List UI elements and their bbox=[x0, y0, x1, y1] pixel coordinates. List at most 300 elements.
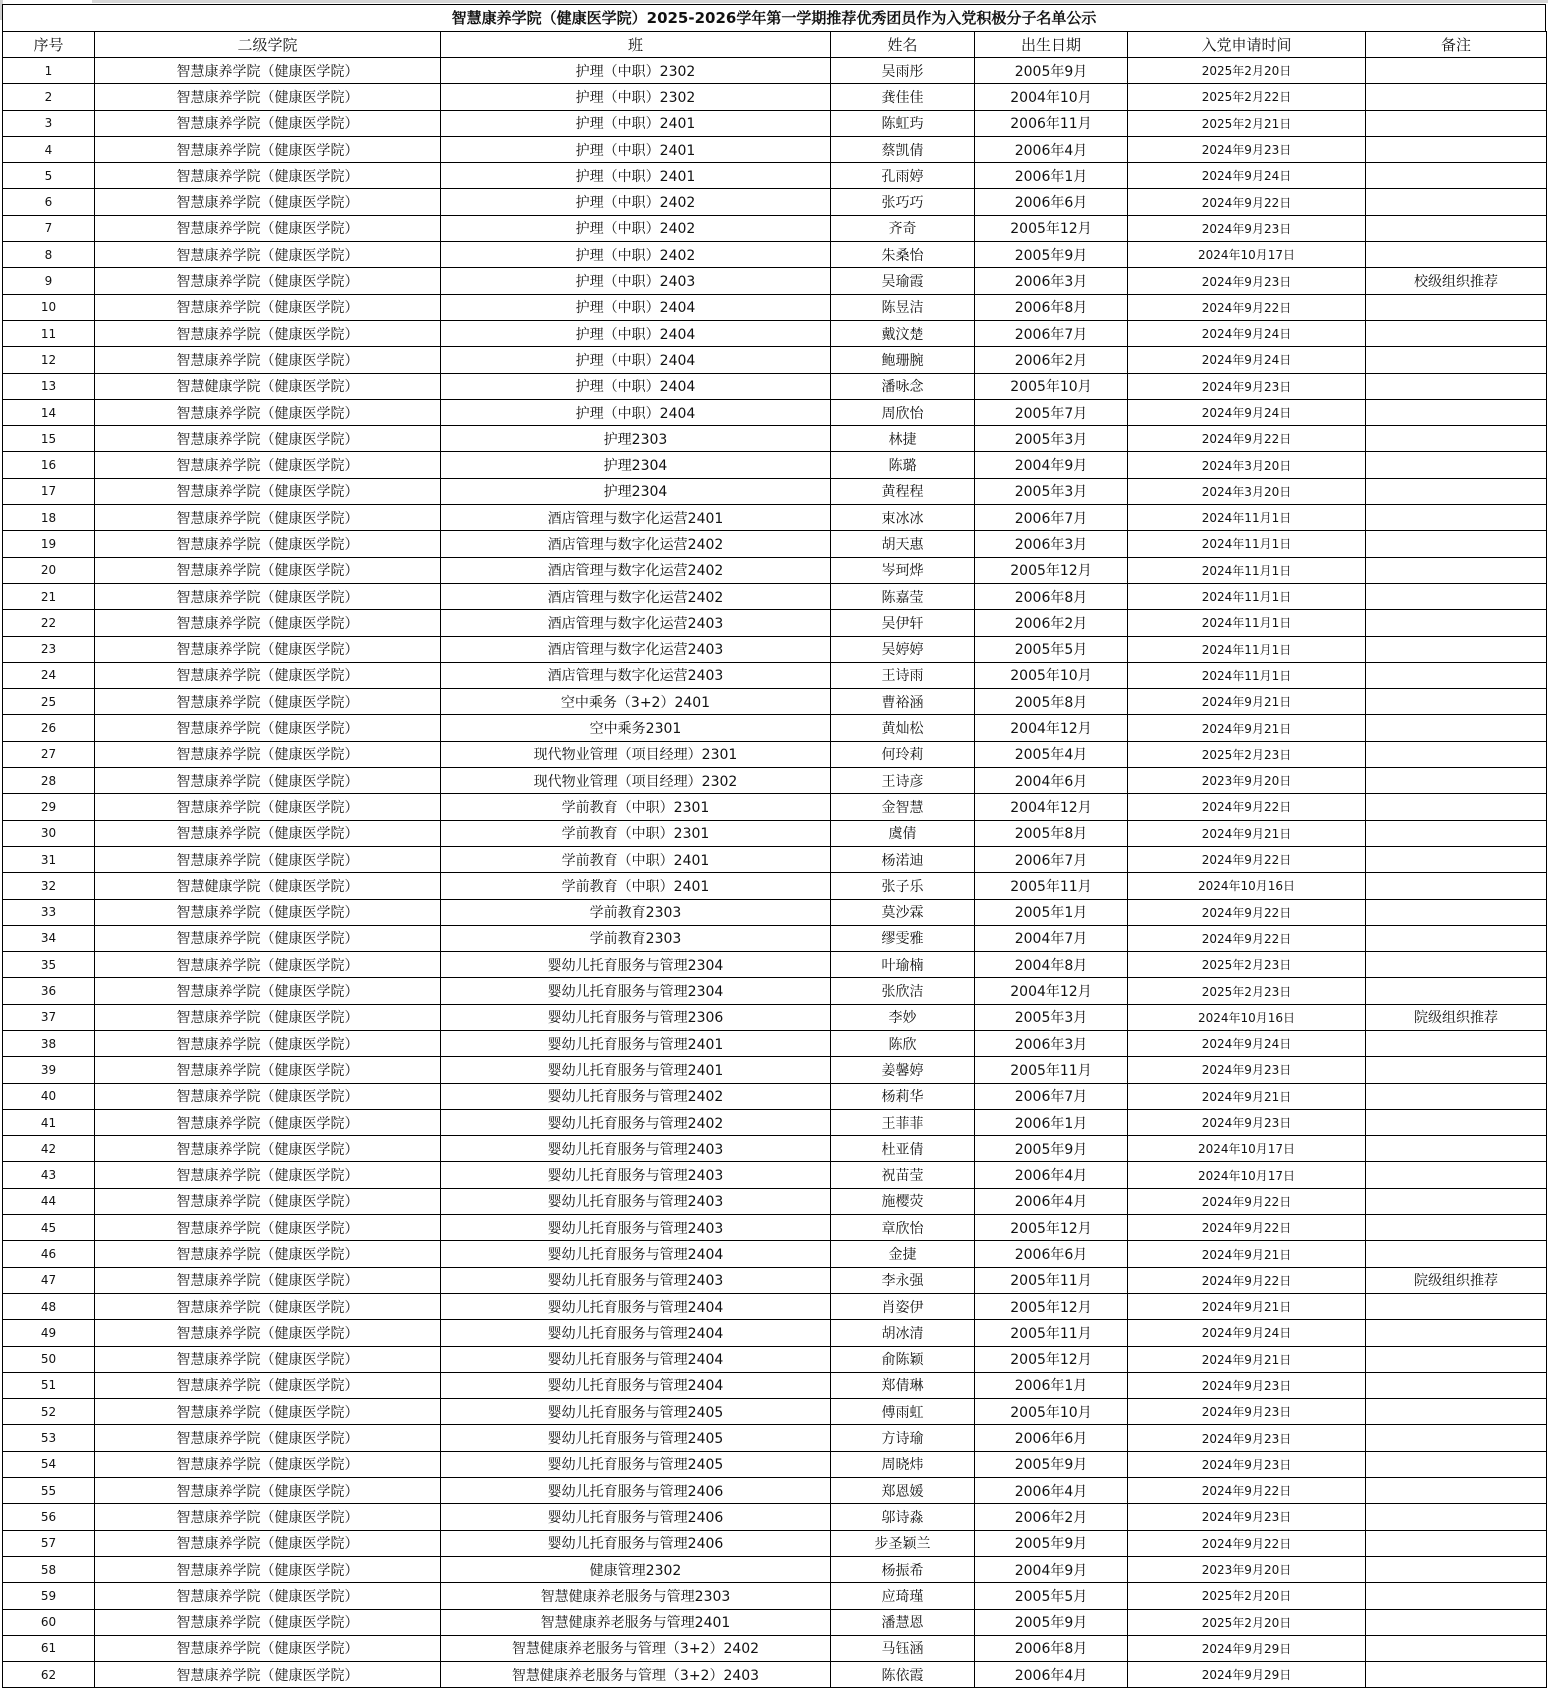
cell-college: 智慧康养学院（健康医学院） bbox=[95, 820, 441, 846]
cell-remark bbox=[1366, 1162, 1547, 1188]
header-name: 姓名 bbox=[831, 32, 975, 58]
cell-apply-date: 2024年9月21日 bbox=[1128, 1241, 1366, 1267]
cell-college: 智慧康养学院（健康医学院） bbox=[95, 1293, 441, 1319]
cell-apply-date: 2024年9月22日 bbox=[1128, 794, 1366, 820]
cell-name: 步圣颖兰 bbox=[831, 1530, 975, 1556]
cell-remark bbox=[1366, 978, 1547, 1004]
cell-remark bbox=[1366, 478, 1547, 504]
cell-seq: 27 bbox=[3, 741, 95, 767]
cell-remark bbox=[1366, 662, 1547, 688]
cell-college: 智慧康养学院（健康医学院） bbox=[95, 426, 441, 452]
cell-apply-date: 2024年9月23日 bbox=[1128, 1372, 1366, 1398]
cell-class: 酒店管理与数字化运营2402 bbox=[441, 557, 831, 583]
cell-name: 郑倩琳 bbox=[831, 1372, 975, 1398]
cell-class: 婴幼儿托育服务与管理2404 bbox=[441, 1372, 831, 1398]
table-row bbox=[3, 873, 1547, 899]
cell-apply-date: 2024年9月22日 bbox=[1128, 1530, 1366, 1556]
cell-birth: 2006年4月 bbox=[975, 1188, 1128, 1214]
cell-seq: 39 bbox=[3, 1057, 95, 1083]
cell-name: 张子乐 bbox=[831, 873, 975, 899]
cell-college: 智慧康养学院（健康医学院） bbox=[95, 1083, 441, 1109]
cell-remark bbox=[1366, 531, 1547, 557]
cell-name: 何玲莉 bbox=[831, 741, 975, 767]
cell-college: 智慧康养学院（健康医学院） bbox=[95, 399, 441, 425]
table-row bbox=[3, 1057, 1547, 1083]
cell-seq: 28 bbox=[3, 768, 95, 794]
cell-remark bbox=[1366, 557, 1547, 583]
cell-apply-date: 2024年9月22日 bbox=[1128, 899, 1366, 925]
cell-birth: 2006年3月 bbox=[975, 268, 1128, 294]
cell-college: 智慧康养学院（健康医学院） bbox=[95, 1662, 441, 1688]
cell-birth: 2006年2月 bbox=[975, 1504, 1128, 1530]
table-row bbox=[3, 110, 1547, 136]
table-row bbox=[3, 820, 1547, 846]
cell-name: 祝苗莹 bbox=[831, 1162, 975, 1188]
table-row bbox=[3, 978, 1547, 1004]
cell-class: 智慧健康养老服务与管理2401 bbox=[441, 1609, 831, 1635]
cell-seq: 61 bbox=[3, 1635, 95, 1661]
cell-name: 吴雨彤 bbox=[831, 58, 975, 84]
cell-name: 曹裕涵 bbox=[831, 689, 975, 715]
cell-seq: 20 bbox=[3, 557, 95, 583]
cell-class: 护理（中职）2402 bbox=[441, 189, 831, 215]
cell-college: 智慧康养学院（健康医学院） bbox=[95, 715, 441, 741]
header-row bbox=[3, 32, 1547, 58]
cell-apply-date: 2024年9月23日 bbox=[1128, 268, 1366, 294]
cell-name: 杨振希 bbox=[831, 1556, 975, 1582]
cell-seq: 56 bbox=[3, 1504, 95, 1530]
cell-name: 杨莉华 bbox=[831, 1083, 975, 1109]
cell-college: 智慧康养学院（健康医学院） bbox=[95, 899, 441, 925]
cell-college: 智慧康养学院（健康医学院） bbox=[95, 1162, 441, 1188]
cell-remark bbox=[1366, 1530, 1547, 1556]
cell-birth: 2005年12月 bbox=[975, 1215, 1128, 1241]
cell-apply-date: 2024年10月17日 bbox=[1128, 242, 1366, 268]
cell-name: 孔雨婷 bbox=[831, 163, 975, 189]
cell-apply-date: 2024年9月23日 bbox=[1128, 1399, 1366, 1425]
cell-name: 王菲菲 bbox=[831, 1109, 975, 1135]
cell-seq: 58 bbox=[3, 1556, 95, 1582]
cell-class: 学前教育（中职）2301 bbox=[441, 820, 831, 846]
table-row bbox=[3, 505, 1547, 531]
cell-birth: 2006年7月 bbox=[975, 320, 1128, 346]
cell-birth: 2006年7月 bbox=[975, 505, 1128, 531]
cell-college: 智慧康养学院（健康医学院） bbox=[95, 1372, 441, 1398]
cell-apply-date: 2024年9月29日 bbox=[1128, 1635, 1366, 1661]
cell-remark bbox=[1366, 215, 1547, 241]
cell-seq: 46 bbox=[3, 1241, 95, 1267]
table-row bbox=[3, 846, 1547, 872]
cell-seq: 2 bbox=[3, 84, 95, 110]
table-row bbox=[3, 215, 1547, 241]
cell-college: 智慧康养学院（健康医学院） bbox=[95, 1583, 441, 1609]
cell-birth: 2006年6月 bbox=[975, 189, 1128, 215]
cell-birth: 2005年9月 bbox=[975, 1609, 1128, 1635]
cell-college: 智慧康养学院（健康医学院） bbox=[95, 268, 441, 294]
table-row bbox=[3, 1635, 1547, 1661]
cell-birth: 2004年7月 bbox=[975, 925, 1128, 951]
cell-seq: 19 bbox=[3, 531, 95, 557]
cell-college: 智慧康养学院（健康医学院） bbox=[95, 1215, 441, 1241]
cell-remark: 院级组织推荐 bbox=[1366, 1004, 1547, 1030]
cell-remark bbox=[1366, 58, 1547, 84]
cell-class: 护理（中职）2302 bbox=[441, 58, 831, 84]
cell-college: 智慧康养学院（健康医学院） bbox=[95, 1136, 441, 1162]
cell-birth: 2005年12月 bbox=[975, 1293, 1128, 1319]
cell-class: 护理（中职）2403 bbox=[441, 268, 831, 294]
cell-seq: 13 bbox=[3, 373, 95, 399]
cell-apply-date: 2025年2月23日 bbox=[1128, 952, 1366, 978]
cell-name: 杜亚倩 bbox=[831, 1136, 975, 1162]
cell-remark bbox=[1366, 925, 1547, 951]
table-row bbox=[3, 294, 1547, 320]
cell-class: 婴幼儿托育服务与管理2403 bbox=[441, 1188, 831, 1214]
cell-class: 护理2303 bbox=[441, 426, 831, 452]
cell-college: 智慧康养学院（健康医学院） bbox=[95, 478, 441, 504]
cell-birth: 2004年8月 bbox=[975, 952, 1128, 978]
cell-birth: 2004年12月 bbox=[975, 794, 1128, 820]
cell-name: 虞倩 bbox=[831, 820, 975, 846]
cell-apply-date: 2024年11月1日 bbox=[1128, 531, 1366, 557]
header-remark: 备注 bbox=[1366, 32, 1547, 58]
cell-remark bbox=[1366, 1346, 1547, 1372]
cell-remark bbox=[1366, 1320, 1547, 1346]
cell-apply-date: 2024年9月22日 bbox=[1128, 426, 1366, 452]
cell-birth: 2005年10月 bbox=[975, 1399, 1128, 1425]
cell-apply-date: 2025年2月20日 bbox=[1128, 1583, 1366, 1609]
cell-college: 智慧康养学院（健康医学院） bbox=[95, 925, 441, 951]
table-row bbox=[3, 1188, 1547, 1214]
cell-seq: 1 bbox=[3, 58, 95, 84]
cell-college: 智慧康养学院（健康医学院） bbox=[95, 242, 441, 268]
cell-class: 酒店管理与数字化运营2402 bbox=[441, 531, 831, 557]
table-row bbox=[3, 189, 1547, 215]
cell-remark bbox=[1366, 1478, 1547, 1504]
cell-remark bbox=[1366, 320, 1547, 346]
cell-seq: 25 bbox=[3, 689, 95, 715]
cell-seq: 3 bbox=[3, 110, 95, 136]
cell-remark bbox=[1366, 1609, 1547, 1635]
cell-class: 护理2304 bbox=[441, 478, 831, 504]
cell-birth: 2006年2月 bbox=[975, 347, 1128, 373]
cell-college: 智慧康养学院（健康医学院） bbox=[95, 84, 441, 110]
cell-birth: 2005年3月 bbox=[975, 1004, 1128, 1030]
cell-remark bbox=[1366, 1215, 1547, 1241]
cell-college: 智慧康养学院（健康医学院） bbox=[95, 768, 441, 794]
cell-apply-date: 2025年2月23日 bbox=[1128, 978, 1366, 1004]
cell-college: 智慧康养学院（健康医学院） bbox=[95, 1109, 441, 1135]
cell-class: 婴幼儿托育服务与管理2403 bbox=[441, 1162, 831, 1188]
cell-name: 叶瑜楠 bbox=[831, 952, 975, 978]
cell-class: 学前教育（中职）2301 bbox=[441, 794, 831, 820]
cell-college: 智慧康养学院（健康医学院） bbox=[95, 1030, 441, 1056]
cell-remark bbox=[1366, 873, 1547, 899]
table-row bbox=[3, 1293, 1547, 1319]
cell-seq: 21 bbox=[3, 583, 95, 609]
cell-remark: 校级组织推荐 bbox=[1366, 268, 1547, 294]
cell-remark bbox=[1366, 1556, 1547, 1582]
table-row bbox=[3, 1425, 1547, 1451]
table-row bbox=[3, 1372, 1547, 1398]
cell-class: 护理（中职）2402 bbox=[441, 215, 831, 241]
cell-seq: 38 bbox=[3, 1030, 95, 1056]
cell-college: 智慧康养学院（健康医学院） bbox=[95, 952, 441, 978]
cell-class: 婴幼儿托育服务与管理2406 bbox=[441, 1478, 831, 1504]
cell-name: 俞陈颖 bbox=[831, 1346, 975, 1372]
cell-class: 酒店管理与数字化运营2403 bbox=[441, 610, 831, 636]
table-row bbox=[3, 426, 1547, 452]
table-row bbox=[3, 1583, 1547, 1609]
cell-apply-date: 2024年9月24日 bbox=[1128, 320, 1366, 346]
cell-apply-date: 2025年2月21日 bbox=[1128, 110, 1366, 136]
table-row bbox=[3, 268, 1547, 294]
cell-college: 智慧康养学院（健康医学院） bbox=[95, 689, 441, 715]
cell-college: 智慧康养学院（健康医学院） bbox=[95, 1530, 441, 1556]
cell-college: 智慧康养学院（健康医学院） bbox=[95, 1188, 441, 1214]
table-row bbox=[3, 1136, 1547, 1162]
cell-remark bbox=[1366, 820, 1547, 846]
cell-name: 龚佳佳 bbox=[831, 84, 975, 110]
cell-birth: 2004年6月 bbox=[975, 768, 1128, 794]
cell-seq: 17 bbox=[3, 478, 95, 504]
cell-name: 吴伊轩 bbox=[831, 610, 975, 636]
cell-class: 现代物业管理（项目经理）2301 bbox=[441, 741, 831, 767]
cell-college: 智慧康养学院（健康医学院） bbox=[95, 136, 441, 162]
cell-birth: 2005年11月 bbox=[975, 1320, 1128, 1346]
cell-college: 智慧康养学院（健康医学院） bbox=[95, 215, 441, 241]
table-body bbox=[3, 58, 1547, 1688]
cell-name: 胡冰清 bbox=[831, 1320, 975, 1346]
cell-birth: 2004年9月 bbox=[975, 1556, 1128, 1582]
cell-class: 婴幼儿托育服务与管理2402 bbox=[441, 1109, 831, 1135]
cell-name: 金捷 bbox=[831, 1241, 975, 1267]
cell-birth: 2006年3月 bbox=[975, 531, 1128, 557]
cell-name: 戴汶楚 bbox=[831, 320, 975, 346]
cell-college: 智慧康养学院（健康医学院） bbox=[95, 294, 441, 320]
cell-seq: 24 bbox=[3, 662, 95, 688]
cell-remark bbox=[1366, 610, 1547, 636]
table-row bbox=[3, 452, 1547, 478]
cell-remark bbox=[1366, 794, 1547, 820]
cell-remark bbox=[1366, 136, 1547, 162]
table-row bbox=[3, 1083, 1547, 1109]
cell-class: 护理（中职）2402 bbox=[441, 242, 831, 268]
cell-college: 智慧康养学院（健康医学院） bbox=[95, 505, 441, 531]
cell-seq: 36 bbox=[3, 978, 95, 1004]
cell-seq: 45 bbox=[3, 1215, 95, 1241]
cell-seq: 4 bbox=[3, 136, 95, 162]
cell-class: 婴幼儿托育服务与管理2403 bbox=[441, 1215, 831, 1241]
cell-birth: 2005年9月 bbox=[975, 1451, 1128, 1477]
cell-apply-date: 2024年9月23日 bbox=[1128, 1425, 1366, 1451]
cell-name: 张欣洁 bbox=[831, 978, 975, 1004]
cell-apply-date: 2024年9月24日 bbox=[1128, 1320, 1366, 1346]
cell-apply-date: 2024年11月1日 bbox=[1128, 610, 1366, 636]
cell-birth: 2006年1月 bbox=[975, 163, 1128, 189]
cell-class: 护理（中职）2404 bbox=[441, 399, 831, 425]
cell-seq: 5 bbox=[3, 163, 95, 189]
cell-class: 婴幼儿托育服务与管理2405 bbox=[441, 1425, 831, 1451]
cell-apply-date: 2024年11月1日 bbox=[1128, 505, 1366, 531]
cell-college: 智慧康养学院（健康医学院） bbox=[95, 794, 441, 820]
cell-college: 智慧健康学院（健康医学院） bbox=[95, 873, 441, 899]
cell-remark bbox=[1366, 1425, 1547, 1451]
cell-birth: 2006年11月 bbox=[975, 110, 1128, 136]
table-row bbox=[3, 794, 1547, 820]
cell-remark bbox=[1366, 689, 1547, 715]
cell-remark bbox=[1366, 189, 1547, 215]
cell-name: 邬诗淼 bbox=[831, 1504, 975, 1530]
cell-college: 智慧健康学院（健康医学院） bbox=[95, 373, 441, 399]
cell-apply-date: 2024年10月16日 bbox=[1128, 1004, 1366, 1030]
cell-college: 智慧康养学院（健康医学院） bbox=[95, 1320, 441, 1346]
cell-apply-date: 2024年9月22日 bbox=[1128, 189, 1366, 215]
cell-seq: 52 bbox=[3, 1399, 95, 1425]
cell-name: 林捷 bbox=[831, 426, 975, 452]
table-row bbox=[3, 242, 1547, 268]
cell-college: 智慧康养学院（健康医学院） bbox=[95, 1504, 441, 1530]
cell-seq: 49 bbox=[3, 1320, 95, 1346]
cell-remark bbox=[1366, 1399, 1547, 1425]
cell-seq: 54 bbox=[3, 1451, 95, 1477]
cell-name: 傅雨虹 bbox=[831, 1399, 975, 1425]
cell-remark bbox=[1366, 1083, 1547, 1109]
table-row bbox=[3, 610, 1547, 636]
cell-class: 婴幼儿托育服务与管理2304 bbox=[441, 952, 831, 978]
table-row bbox=[3, 399, 1547, 425]
cell-birth: 2005年5月 bbox=[975, 636, 1128, 662]
cell-seq: 8 bbox=[3, 242, 95, 268]
cell-remark bbox=[1366, 768, 1547, 794]
cell-seq: 51 bbox=[3, 1372, 95, 1398]
cell-name: 施樱荧 bbox=[831, 1188, 975, 1214]
cell-class: 婴幼儿托育服务与管理2404 bbox=[441, 1320, 831, 1346]
table-row bbox=[3, 1162, 1547, 1188]
cell-seq: 26 bbox=[3, 715, 95, 741]
cell-remark bbox=[1366, 636, 1547, 662]
cell-remark bbox=[1366, 1109, 1547, 1135]
cell-remark bbox=[1366, 426, 1547, 452]
cell-college: 智慧康养学院（健康医学院） bbox=[95, 1609, 441, 1635]
cell-birth: 2005年11月 bbox=[975, 1267, 1128, 1293]
cell-class: 健康管理2302 bbox=[441, 1556, 831, 1582]
cell-class: 护理（中职）2404 bbox=[441, 320, 831, 346]
cell-name: 周欣怡 bbox=[831, 399, 975, 425]
table-row bbox=[3, 925, 1547, 951]
cell-birth: 2006年1月 bbox=[975, 1109, 1128, 1135]
cell-remark bbox=[1366, 1030, 1547, 1056]
cell-class: 空中乘务2301 bbox=[441, 715, 831, 741]
cell-apply-date: 2024年11月1日 bbox=[1128, 583, 1366, 609]
cell-birth: 2006年8月 bbox=[975, 583, 1128, 609]
cell-seq: 33 bbox=[3, 899, 95, 925]
cell-remark bbox=[1366, 1136, 1547, 1162]
cell-class: 婴幼儿托育服务与管理2406 bbox=[441, 1530, 831, 1556]
cell-college: 智慧康养学院（健康医学院） bbox=[95, 583, 441, 609]
cell-birth: 2005年9月 bbox=[975, 1530, 1128, 1556]
table-row bbox=[3, 1451, 1547, 1477]
cell-remark bbox=[1366, 715, 1547, 741]
cell-college: 智慧康养学院（健康医学院） bbox=[95, 347, 441, 373]
cell-name: 陈嘉莹 bbox=[831, 583, 975, 609]
cell-seq: 60 bbox=[3, 1609, 95, 1635]
cell-apply-date: 2024年9月24日 bbox=[1128, 399, 1366, 425]
cell-birth: 2006年6月 bbox=[975, 1425, 1128, 1451]
cell-birth: 2005年1月 bbox=[975, 899, 1128, 925]
cell-class: 学前教育（中职）2401 bbox=[441, 873, 831, 899]
cell-college: 智慧康养学院（健康医学院） bbox=[95, 1425, 441, 1451]
cell-remark bbox=[1366, 1635, 1547, 1661]
cell-apply-date: 2024年9月21日 bbox=[1128, 1083, 1366, 1109]
cell-class: 酒店管理与数字化运营2402 bbox=[441, 583, 831, 609]
cell-seq: 50 bbox=[3, 1346, 95, 1372]
table-row bbox=[3, 136, 1547, 162]
cell-apply-date: 2024年11月1日 bbox=[1128, 636, 1366, 662]
cell-name: 吴瑜霞 bbox=[831, 268, 975, 294]
cell-college: 智慧康养学院（健康医学院） bbox=[95, 1556, 441, 1582]
table-row bbox=[3, 636, 1547, 662]
table-row bbox=[3, 347, 1547, 373]
cell-remark bbox=[1366, 899, 1547, 925]
cell-college: 智慧康养学院（健康医学院） bbox=[95, 1057, 441, 1083]
cell-name: 胡天惠 bbox=[831, 531, 975, 557]
cell-class: 智慧健康养老服务与管理（3+2）2402 bbox=[441, 1635, 831, 1661]
cell-college: 智慧康养学院（健康医学院） bbox=[95, 1004, 441, 1030]
cell-birth: 2004年12月 bbox=[975, 978, 1128, 1004]
cell-seq: 7 bbox=[3, 215, 95, 241]
cell-seq: 35 bbox=[3, 952, 95, 978]
cell-birth: 2005年9月 bbox=[975, 242, 1128, 268]
cell-birth: 2006年7月 bbox=[975, 846, 1128, 872]
cell-birth: 2006年1月 bbox=[975, 1372, 1128, 1398]
cell-college: 智慧康养学院（健康医学院） bbox=[95, 163, 441, 189]
cell-apply-date: 2024年9月22日 bbox=[1128, 925, 1366, 951]
cell-apply-date: 2024年9月22日 bbox=[1128, 1215, 1366, 1241]
cell-apply-date: 2024年10月16日 bbox=[1128, 873, 1366, 899]
cell-class: 酒店管理与数字化运营2401 bbox=[441, 505, 831, 531]
table-row bbox=[3, 1478, 1547, 1504]
cell-apply-date: 2024年9月24日 bbox=[1128, 1030, 1366, 1056]
cell-name: 陈虹玙 bbox=[831, 110, 975, 136]
table-row bbox=[3, 715, 1547, 741]
cell-remark bbox=[1366, 846, 1547, 872]
cell-remark: 院级组织推荐 bbox=[1366, 1267, 1547, 1293]
cell-apply-date: 2024年10月17日 bbox=[1128, 1162, 1366, 1188]
cell-college: 智慧康养学院（健康医学院） bbox=[95, 531, 441, 557]
table-row bbox=[3, 1267, 1547, 1293]
cell-remark bbox=[1366, 1504, 1547, 1530]
cell-remark bbox=[1366, 399, 1547, 425]
cell-college: 智慧康养学院（健康医学院） bbox=[95, 189, 441, 215]
cell-college: 智慧康养学院（健康医学院） bbox=[95, 110, 441, 136]
cell-class: 婴幼儿托育服务与管理2306 bbox=[441, 1004, 831, 1030]
table-row bbox=[3, 768, 1547, 794]
table-row bbox=[3, 478, 1547, 504]
cell-birth: 2006年2月 bbox=[975, 610, 1128, 636]
cell-class: 空中乘务（3+2）2401 bbox=[441, 689, 831, 715]
cell-name: 黄程程 bbox=[831, 478, 975, 504]
cell-seq: 30 bbox=[3, 820, 95, 846]
cell-class: 婴幼儿托育服务与管理2401 bbox=[441, 1057, 831, 1083]
cell-birth: 2005年9月 bbox=[975, 58, 1128, 84]
cell-name: 马钰涵 bbox=[831, 1635, 975, 1661]
cell-college: 智慧康养学院（健康医学院） bbox=[95, 1451, 441, 1477]
cell-name: 鲍珊腕 bbox=[831, 347, 975, 373]
cell-seq: 40 bbox=[3, 1083, 95, 1109]
cell-seq: 43 bbox=[3, 1162, 95, 1188]
cell-name: 莫沙霖 bbox=[831, 899, 975, 925]
cell-birth: 2005年11月 bbox=[975, 873, 1128, 899]
